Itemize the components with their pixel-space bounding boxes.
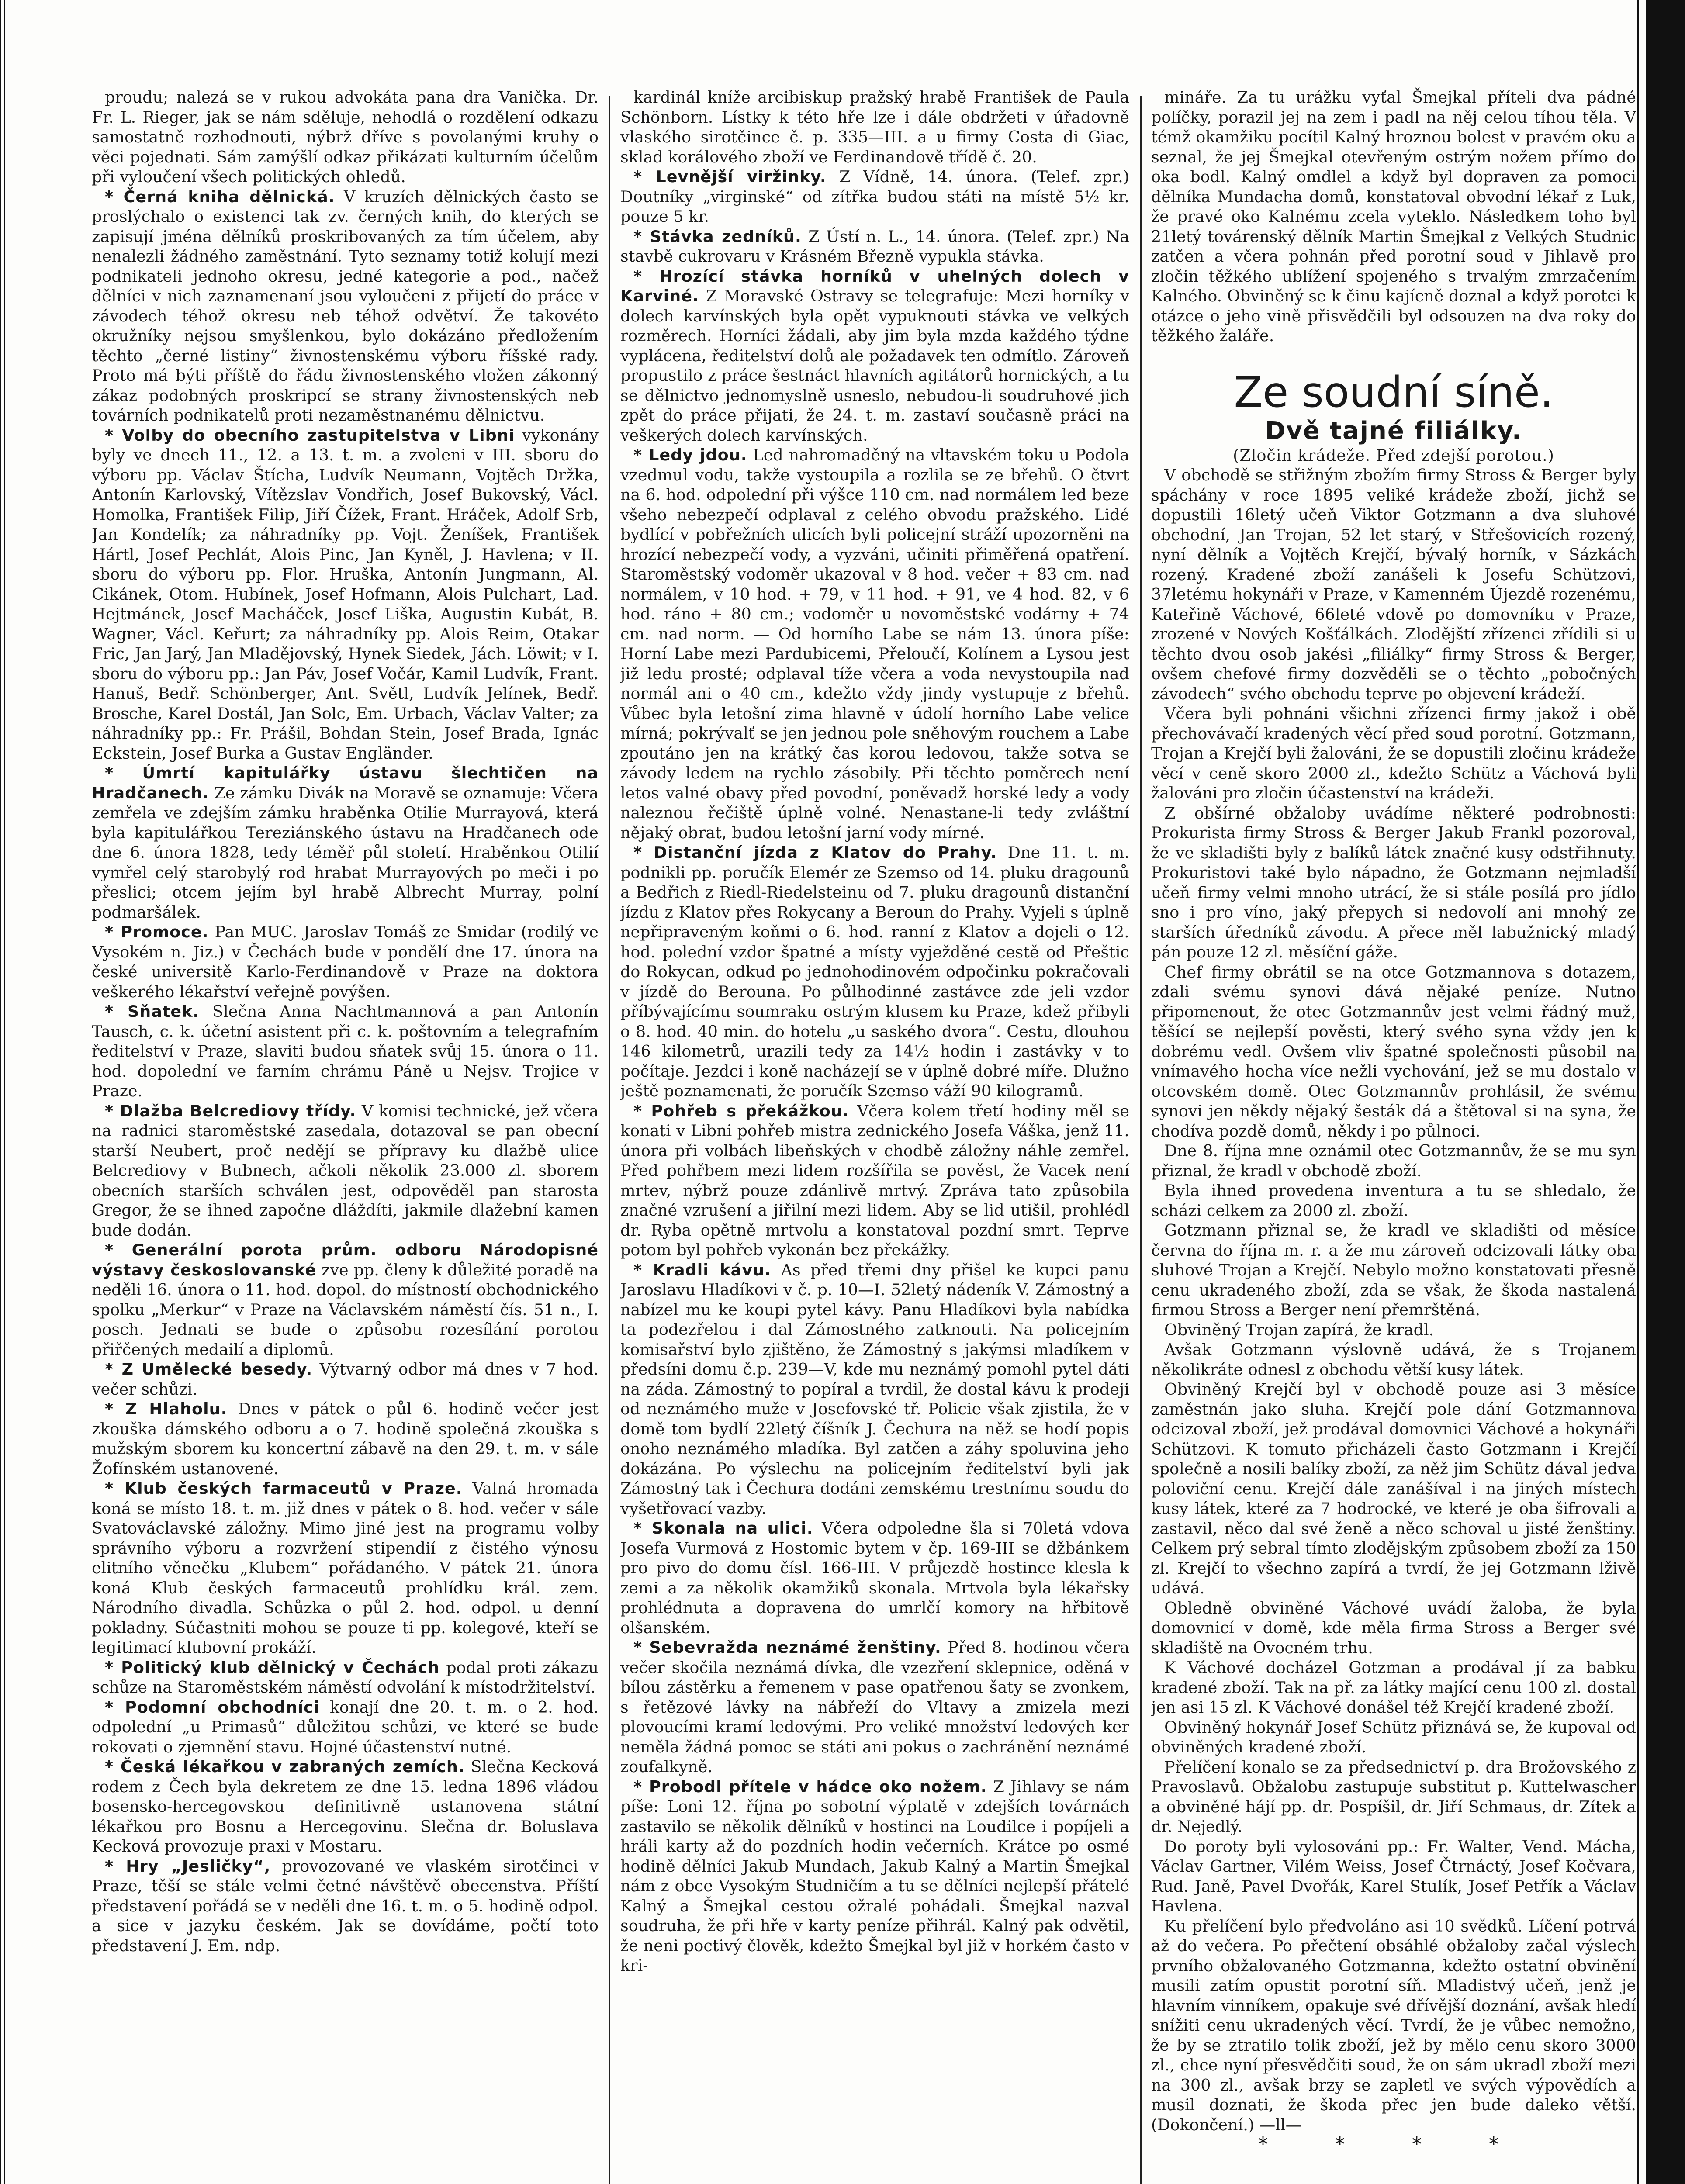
news-headline: * Generální porota prům. odboru Národopisné výstavy českoslovanské — [92, 1241, 599, 1279]
news-body: Obviněný Krejčí byl v obchodě pouze asi 3 měsíce zaměstnán jako sluha. Krejčí pole dání Gotzmannova odcizoval zboží, jež prodával domovnici Váchové a hokynáři Schützovi. K tomuto přicházeli často Gotzmann i Krejčí společně a nosili balíky zboží, za něž jim Schütz dával jedva poloviční cenu. Krejčí dále zanášíval i na jiných místech kusy látek, které za 7 hodrocké, ve které je oba šifrovali a zastavil, něco dal své ženě a něco schoval u jisté ženštiny. Celkem prý sebral tímto zlodějským způsobem zboží za 150 zl. Krejčí to všechno zapírá a tvrdí, že jej Gotzmann lživě udává. — [1151, 1380, 1636, 1597]
news-paragraph — [1151, 1220, 1636, 1320]
news-paragraph — [92, 1359, 599, 1399]
news-body: Včera kolem třetí hodiny měl se konati v Libni pohřeb mistra zednického Josefa Váška, jenž 11. února při volbách libeňských v chodbě záložny náhle zemřel. Před pohřbem mezi lidem rozšířila se pověst, že Vacek není mrtev, nýbrž pouze zdánlivě mrtvý. Zpráva tato způsobila značné vzrušení a jiřilní mezi lidem. Aby se lid utišil, prohlédl dr. Ryba opětně mrtvolu a konstatoval pozdní smrt. Teprve potom byl pohřeb vykonán bez překážky. — [620, 1101, 1129, 1259]
news-paragraph — [1151, 1916, 1636, 2135]
column-2 — [620, 87, 1129, 2184]
news-headline: * Podomní obchodníci — [105, 1697, 320, 1717]
news-body: vykonány byly ve dnech 11., 12. a 13. t. m. a zvoleni v III. sboru do výboru pp. Václav Štícha, Ludvík Neumann, Vojtěch Držka, Antonín Karlovský, Vítězslav Vondřich, Josef Bukovský, Václ. Homolka, František Filip, Jiří Čížek, Frant. Hráček, Adolf Srb, Jan Kondelík; za náhradníky pp. Vojt. Ženíšek, František Hártl, Josef Pechlát, Alois Pinc, Jan Kyněl, J. Havlena; v II. sboru do výboru pp. Flor. Hruška, Antonín Jungmann, Al. Cikánek, Otom. Hubínek, Josef Hofmann, Alois Pulchart, Lad. Hejtmánek, Josef Macháček, Josef Liška, Augustin Kubát, B. Wagner, Václ. Keřurt; za náhradníky pp. Alois Reim, Otakar Fric, Jan Jarý, Jan Mladějovský, Hynek Siedek, Jách. Löwit; v I. sboru do výboru pp.: Jan Páv, Josef Vočár, Kamil Ludvík, Frant. Hanuš, Bedř. Schönberger, Ant. Světl, Ludvík Jelínek, Bedř. Brosche, Karel Dostál, Jan Solc, Em. Urbach, Václav Valter; za náhradníky pp.: Fr. Prášil, Bohdan Stein, Josef Brada, Ignác Eckstein, Josef Burka a Gustav Engländer. — [92, 425, 599, 763]
column-rule — [1140, 96, 1142, 2184]
news-paragraph — [92, 425, 599, 764]
news-headline: * Sebevražda neznámé ženštiny. — [633, 1638, 941, 1657]
news-body: Z Vídně, 14. února. (Telef. zpr.) Doutníky „virginské“ od zítřka budou státi na místě 5½ kr. pouze 5 kr. — [620, 167, 1129, 226]
news-body: Chef firmy obrátil se na otce Gotzmannova s dotazem, zdali svému synovi dává nějaké peníze. Nutno připomenout, že otec Gotzmannův jest velmi řádný muž, těšící se nejlepší pověsti, který svého syna vždy jen k dobrému vedl. Ovšem vliv špatné společnosti působil na vnímavého hocha více nežli vychování, jež se mu dostalo v otcovském domě. Otec Gotzmannův prohlásil, že svému synovi jen někdy nějaký šesták dá a štětoval si na syna, že chodíva pozdě domů, někdy i po půlnoci. — [1151, 962, 1636, 1140]
news-body: zve pp. členy k důležité poradě na neděli 16. února o 11. hod. dopol. do místností obchodnického spolku „Merkur“ v Praze na Václavském náměstí čís. 51 n., I. posch. Jednati se bude o způsobu rozesílání porotou přiřčených medailí a diplomů. — [92, 1260, 599, 1359]
news-body: Ze zámku Divák na Moravě se oznamuje: Včera zemřela ve zdejším zámku hraběnka Otilie Murrayová, která byla kapitulářkou Tereziánského ústavu na Hradčanech ode dne 6. února 1828, tedy téměř půl století. Hraběnkou Otilií vymřel celý starobylý rod hrabat Murrayových po meči i po přeslici; otcem jejím byl hrabě Albrecht Murray, polní podmaršálek. — [92, 783, 599, 922]
page-edge-left — [0, 0, 57, 2184]
news-paragraph — [1151, 1181, 1636, 1220]
news-body: Dne 8. října mne oznámil otec Gotzmannův, že se mu syn přiznal, že kradl v obchodě zboží. — [1151, 1141, 1636, 1180]
news-headline: * Z Umělecké besedy. — [105, 1360, 313, 1379]
news-body: Obviněný hokynář Josef Schütz přiznává se, že kupoval od obviněných kradené zboží. — [1151, 1717, 1636, 1756]
news-body: Ku přelíčení bylo předvoláno asi 10 svědků. Líčení potrvá až do večera. Po přečtení obsáhlé obžaloby začal výslech prvního obžalovaného Gotzmanna, kdežto ostatní obvinění musili zatím opustit porotní síň. Mladistvý učeň, jenž je hlavním vinníkem, opakuje své dřívější doznání, avšak hledí snížiti cenu ukradených věcí. Tvrdí, že je vůbec nemožno, že by se ztratilo tolik zboží, jež by mělo cenu skoro 3000 zl., chce nyní přesvědčiti soud, že on sám ukradl zboží mezi na 300 zl., avšak brzy se zapletl ve svých výpovědích a musil doznati, že škoda přec jen bude daleko větší. (Dokončení.) —ll— — [1151, 1916, 1636, 2134]
news-headline: * Probodl přítele v hádce oko nožem. — [633, 1777, 987, 1796]
news-paragraph — [620, 227, 1129, 266]
news-body: konají dne 20. t. m. o 2. hod. odpolední „u Primasů“ důležitou schůzi, ve které se bude rokovati o zjemnění stavu. Hojné účastenství nutné. — [92, 1697, 599, 1756]
news-headline: * Ledy jdou. — [633, 446, 747, 464]
news-body: V kruzích dělnických často se proslýchalo o existenci tak zv. černých knih, do kterých se zapisují jména dělníků proskribovaných za tím účelem, aby nenalezli žádného zaměstnání. Tyto seznamy totiž kolují mezi podnikateli jednoho okresu, jedné kategorie a pod., načež dělníci v nich zaznamenaní jsou vyloučeni z přijetí do práce v závodech téhož okresu neb téhož odvětví. Že takovéto okružníky nejsou smyšlenkou, bylo dokázáno předložením těchto „černé listiny“ živnostenskému výboru říšské rady. Proto má býti příště do řádu živnostenského vložen zákonný zákaz podobných proskripcí se strany živnostenských neb továrních podnikatelů proti nezaměstnanému dělnictvu. — [92, 187, 599, 425]
news-paragraph — [1151, 1717, 1636, 1757]
news-paragraph — [92, 187, 599, 425]
news-body: Byla ihned provedena inventura a tu se shledalo, že scházi celkem za 2000 zl. zboží. — [1151, 1181, 1636, 1220]
news-headline: * Distanční jízda z Klatov do Prahy. — [633, 843, 997, 862]
news-paragraph — [1151, 1379, 1636, 1598]
news-headline: * Kradli kávu. — [633, 1260, 771, 1279]
news-paragraph — [1151, 1658, 1636, 1717]
news-headline: * Skonala na ulici. — [633, 1519, 813, 1538]
news-body: Gotzmann přiznal se, že kradl ve skladišti od měsíce června do října m. r. a že mu zároveň odcizovali látky oba sluhové Trojan a Krejčí. Nebylo možno konstatovati přesně cenu ukradeného zboží, zda se však, že škoda nastalená firmou Stross a Berger není přemrštěná. — [1151, 1221, 1636, 1319]
news-paragraph — [1151, 962, 1636, 1141]
news-paragraph — [620, 167, 1129, 227]
news-body: As před třemi dny přišel ke kupci panu Jaroslavu Hladíkovi v č. p. 10—I. 52letý nádeník V. Zámostný a nabízel mu ke koupi pytel kávy. Panu Hladíkovi byla nabídka ta podezřelou i dal Zámostného zatknouti. Na policejním komisařství bylo zjištěno, že Zámostný s jakýmsi mladíkem v předsíni domu č.p. 239—V, kde mu neznámý pomohl pytel dáti na záda. Zámostný to popíral a tvrdil, že dostal kávu k prodeji od neznámého muže v Josefovské tř. Policie však zjistila, že v domě tom bydlí 22letý číšník J. Čechura na něž se hodí popis onoho neznámého mladíka. Byl zatčen a záhy spoluvina jeho dokázána. Po výslechu na policejním ředitelství byli jak Zámostný tak i Čechura dodáni zemskému trestnímu soudu do vyšetřovací vazby. — [620, 1260, 1129, 1518]
news-body: Z Ústí n. L., 14. února. (Telef. zpr.) Na stavbě cukrovaru v Krásném Březně vypukla stávka. — [620, 227, 1129, 266]
news-body: Před 8. hodinou včera večer skočila neznámá dívka, dle vzezření sklepnice, oděná v bílou zástěrku a řemenem v pase opatřenou šaty se zvonkem, s řetězové lávky na nábřeží do Vltavy a zmizela mezi plovoucími kramí ledovými. Pro veliké množství ledových ker neměla žádná pomoc se státi ani pokus o zachránění neznámé zoufalkyně. — [620, 1638, 1129, 1776]
news-paragraph — [92, 1697, 599, 1757]
news-headline: * Volby do obecního zastupitelstva v Libni — [105, 425, 515, 445]
news-body: Led nahromaděný na vltavském toku u Podola vzedmul vodu, takže vystoupila a rozlila se ze břehů. O čtvrt na 6. hod. odpolední při výšce 110 cm. nad normálem led beze všeho nebezpečí odplaval z celého obvodu pražského. Lidé bydlící v pobřežních ulicích byli policejní stráží upozorněni na hrozící nebezpečí vody, a vyzváni, učiniti přiměřená opatření. Staroměstský vodoměr ukazoval v 8 hod. večer + 83 cm. nad normálem, v 10 hod. + 79, v 11 hod. + 91, ve 4 hod. 82, v 6 hod. ráno + 80 cm.; vodoměr u novoměstské vodárny + 74 cm. nad norm. — Od horního Labe se nám 13. února píše: Horní Labe mezi Pardubicemi, Přeloučí, Kolínem a Lysou jest již ledu prosté; odplaval tíže včera a voda nevystoupila nad normál ani o 40 cm., kdežto vždy jindy vystupuje z břehů. Vůbec byla letošní zima hlavně v údolí horního Labe velice mírná; pokrývalť se jen jednou pole sněhovým rouchem a Labe zpoutáno jen na krátký čas korou ledovou, takže sotva se závody ledem na rychlo zásobily. Při těchto poměrech není letos valné obavy před povodní, poněvadž horské ledy a vody naleznou řečiště úplně volné. Nenastane-li tedy zvláštní nějaký obrat, budou letošní jarní vody mírné. — [620, 446, 1129, 842]
news-headline: * Česká lékařkou v zabraných zemích. — [105, 1757, 465, 1776]
column-3 — [1151, 87, 1636, 2184]
news-body: V obchodě se střižným zbožím firmy Stross & Berger byly spáchány v roce 1895 veliké krádeže zboží, jichž se dopustili 16letý učeň Viktor Gotzmann a dva sluhové obchodní, Jan Trojan, 52 let starý, v Střešovicích rozený, nyní dělník a Vojtěch Krejčí, bývalý horník, v Sázkách rozený. Kradené zboží zanášeli k Josefu Schützovi, 37letému hokynáři v Praze, v Kamenném Újezdě rozenému, Kateřině Váchové, 66leté vdově po domovníku v Praze, zrozené v Nových Košťálkách. Zlodějští zřízenci zřídili si u těchto dvou osob jakési „filiálky“ firmy Stross & Berger, ovšem chefové firmy dozvěděli se o těchto „pobočných závodech“ svého obchodu teprve po objevení krádeží. — [1151, 466, 1636, 703]
news-body: proudu; nalezá se v rukou advokáta pana dra Vanička. Dr. Fr. L. Rieger, jak se nám sděluje, nehodlá o rozdělení odkazu samostatně rozhodnouti, nýbrž dříve s povolanými kruhy o věci pojednati. Sám zamýšlí odkaz přikázati kulturním účelům při vyloučení všech politických ohledů. — [92, 88, 599, 186]
news-paragraph — [92, 1479, 599, 1658]
news-paragraph — [1151, 465, 1636, 704]
news-body: Do poroty byli vylosováni pp.: Fr. Walter, Vend. Mácha, Václav Gartner, Vilém Weiss, Josef Čtrnáctý, Josef Kočvara, Rud. Janě, Pavel Dvořák, Karel Stulík, Josef Petřík a Václav Havlena. — [1151, 1837, 1636, 1915]
news-body: mináře. Za tu urážku vyťal Šmejkal příteli dva pádné políčky, porazil jej na zem i padl na něj celou tíhou těla. V témž okamžiku pocítil Kalný hroznou bolest v pravém oku a seznal, že jej Šmejkal otevřeným ostrým nožem přímo do oka bodl. Kalný omdlel a když byl dopraven za pomoci dělníka Mundacha domů, konstatoval obvodní lékař z Luk, že pravé oko Kalnému zcela vyteklo. Následkem toho byl 21letý továrenský dělník Martin Šmejkal z Velkých Studnic zatčen a včera pohnán před porotní soud v Jihlavě pro zločin těžkého ublížení spojeného s trvalým zmrzačením Kalného. Obviněný se k činu kajícně doznal a když porotci k otázce o jeho vině přisvědčili byl odsouzen na dva roky do těžkého žaláře. — [1151, 88, 1636, 345]
news-paragraph — [620, 1638, 1129, 1777]
news-paragraph — [92, 1101, 599, 1241]
news-headline: * Sňatek. — [105, 1002, 200, 1021]
news-body: Dne 11. t. m. podnikli pp. poručík Elemér ze Szemso od 14. pluku dragounů a Bedřich z Riedl-Riedelsteinu od 7. pluku dragounů distanční jízdu z Klatov přes Rokycany a Beroun do Prahy. Vyjeli s úplně nepřipraveným koňmi o 6. hod. ranní z Klatov a dojeli o 12. hod. polední vzdor špatné a místy vyježděné cestě od Přeštic do Rokycan, odkud po jednohodinovém odpočinku pokračovali v jízdě do Berouna. Po půlhodinné zastávce zde jeli vzdor příbývajícímu soumraku ostrým klusem ku Praze, kdež přibyli o 8. hod. 40 min. do hotelu „u saského dvora“. Cestu, dlouhou 146 kilometrů, urazili tedy za 14½ hodin i zastávky v to počítaje. Jezdci i koně nacházejí se v úplně dobré míře. Dlužno ještě poznamenati, že poručík Szemso váží 90 kilogramů. — [620, 843, 1129, 1100]
news-paragraph — [1151, 704, 1636, 803]
news-paragraph — [92, 87, 599, 187]
news-headline: * Hry „Jesličky“, — [105, 1856, 271, 1876]
news-body: Včera odpoledne šla si 70letá vdova Josefa Vurmová z Hostomic bytem v čp. 169-III se džbánkem pro pivo do domu čísl. 166-III. V průjezdě hostince klesla k zemi a za několik okamžiků skonala. Mrtvola byla lékařsky prohlédnuta a dopravena do umrlčí komory na hřbitově olšanském. — [620, 1519, 1129, 1637]
news-headline: * Levnější viržinky. — [633, 167, 827, 186]
news-paragraph — [620, 1777, 1129, 1976]
news-body: Z obšírné obžaloby uvádíme některé podrobnosti: Prokurista firmy Stross & Berger Jakub Frankl pozoroval, že ve skladišti byly z balíků látek značné kusy odstřihnuty. Prokuristovi také bylo nápadno, že Gotzmann nejmladší učeň firmy velmi mnoho utrácí, že si stále posílá pro jídlo sno i pro víno, jaký přepych si nedovolí ani mnohý ze starších úředníků závodu. A přece měl labužnický mladý pán pouze 12 zl. měsíční gáže. — [1151, 803, 1636, 961]
news-paragraph — [92, 1002, 599, 1101]
news-headline: * Klub českých farmaceutů v Praze. — [105, 1479, 463, 1498]
news-paragraph — [92, 1757, 599, 1856]
news-headline: * Úmrtí kapitulářky ústavu šlechtičen na Hradčanech. — [92, 764, 599, 802]
news-body: kardinál kníže arcibiskup pražský hrabě František de Paula Schönborn. Lístky k této hře lze i dále obdržeti v úřadovně vlaského sirotčince č. p. 335—III. a u firmy Costa di Giac, sklad korálového zboží ve Ferdinandově třídě č. 20. — [620, 88, 1129, 166]
news-paragraph — [620, 1101, 1129, 1260]
column-1 — [92, 87, 599, 2184]
news-headline: * Černá kniha dělnická. — [105, 187, 335, 206]
news-paragraph — [1151, 1598, 1636, 1658]
newspaper-page — [66, 87, 1636, 2184]
news-body: Z Jihlavy se nám píše: Loni 12. října po sobotní výplatě v zdejších továrnách zastavilo se několik dělníků v hostinci na Loudilce i popíjeli a hráli karty až do pozdních hodin večerních. Krátce po osmé hodině dělníci Jakub Mundach, Jakub Kalný a Martin Šmejkal nám z obce Vysokým Studničím a tu se dělníci nejlepší přátelé Kalný a Šmejkal cestou ožralé pohádali. Šmejkal nazval soudruha, že při hře v karty peníze přihrál. Kalný pak odvětil, že neni poctivý člověk, kdežto Šmejkal byl již v horkém často v kri- — [620, 1777, 1129, 1975]
news-body: Avšak Gotzmann výslovně udává, že s Trojanem několikráte odnesl z obchodu větší kusy látek. — [1151, 1340, 1636, 1379]
news-body: Obviněný Trojan zapírá, že kradl. — [1164, 1320, 1434, 1339]
news-body: Valná hromada koná se místo 18. t. m. již dnes v pátek o 8. hod. večer v sále Svatováclavské záložny. Mimo jiné jest na programu volby správního výboru a rozvržení stipendií z čistého výnosu elitního věnečku „Klubem“ pořádaného. V pátek 21. února koná Klub českých farmaceutů prohlídku král. zem. Národního divadla. Schůzka o půl 2. hod. odpol. u denní pokladny. Súčastniti mohou se pouze ti pp. kolegové, kteří se legitimací klubovní prokáží. — [92, 1479, 599, 1657]
news-paragraph — [1151, 1340, 1636, 1379]
news-paragraph — [1151, 87, 1636, 346]
news-body: Slečna Kecková rodem z Čech byla dekretem ze dne 15. ledna 1896 vládou bosensko-hercegovskou definitivně ustanovena státní lékařkou pro Bosnu a Hercegovinu. Slečna dr. Boluslava Kecková provozuje praxi v Mostaru. — [92, 1757, 599, 1856]
news-paragraph — [92, 922, 599, 1002]
article-headline: Dvě tajné filiálky. — [1265, 416, 1522, 445]
news-paragraph — [1151, 803, 1636, 962]
news-paragraph — [1151, 1320, 1636, 1340]
news-paragraph — [620, 843, 1129, 1101]
end-ornament: * * * * — [1258, 2133, 1529, 2156]
news-body: Pan MUC. Jaroslav Tomáš ze Smidar (rodilý ve Vysokém n. Jiz.) v Čechách bude v pondělí dne 17. února na české universitě Karlo-Ferdinandově v Praze na doktora veškerého lékařství veřejně povýšen. — [92, 923, 599, 1001]
news-body: Slečna Anna Nachtmannová a pan Antonín Tausch, c. k. účetní asistent při c. k. poštovním a telegrafním ředitelství v Praze, slaviti budou sňatek svůj 15. února o 11. hod. dopolední ve farním chrámu Páně u Nejsv. Trojice v Praze. — [92, 1002, 599, 1100]
news-body: Obledně obviněné Váchové uvádí žaloba, že byla domovnicí v domě, kde měla firma Stross a Berger své skladiště na Ovocném trhu. — [1151, 1598, 1636, 1657]
news-paragraph — [92, 1856, 599, 1956]
news-body: Z Moravské Ostravy se telegrafuje: Mezi horníky v dolech karvínských byla opět vypuknouti stávka ve velkých rozměrech. Horníci žádali, aby jim byla mzda každého týdne vyplácena, ředitelství dolů ale požadavek ten odmítlo. Zároveň propustilo z práce šestnáct hlavních agitátorů hornických, a tu se dělnictvo jednomyslně usneslo, nebudou-li soudruhové jich zpět do práce přijati, že 24. t. m. zastaví současně práci na veškerých dolech karvínských. — [620, 287, 1129, 445]
article-subheading: (Zločin krádeže. Před zdejší porotou.) — [1233, 446, 1554, 465]
news-headline: * Stávka zedníků. — [633, 227, 802, 246]
news-headline: * Hrozící stávka horníků v uhelných dolech v Karviné. — [620, 266, 1129, 305]
news-body: V komisi technické, jež včera na radnici staroměstské zasedala, dotazoval se pan obecní starší Neubert, proč nedějí se přípravy ku dlažbě ulice Belcrediovy v Bubnech, ačkoli několik 23.000 zl. sborem obecních starších schválen jest, odpověděl pan starosta Gregor, že se ihned započne dláždíti, jakmile dlažební kamen bude dodán. — [92, 1101, 599, 1240]
news-headline: * Z Hlaholu. — [105, 1400, 228, 1418]
news-paragraph — [1151, 1757, 1636, 1837]
news-paragraph — [1151, 1141, 1636, 1181]
news-headline: * Dlažba Belcrediovy třídy. — [105, 1101, 356, 1120]
news-paragraph — [620, 1260, 1129, 1519]
news-headline: * Promoce. — [105, 923, 209, 941]
news-body: Včera byli pohnáni všichni zřízenci firmy jakož i obě přechovávačí kradených věcí před soud porotní. Gotzmann, Trojan a Krejčí byli žalováni, že se dopustili zločinu krádeže věcí v ceně skoro 2000 zl., kdežto Schütz a Váchová byli žalováni pro zločin účastenství na krádeži. — [1151, 704, 1636, 802]
news-paragraph — [1151, 1837, 1636, 1916]
news-paragraph — [92, 1658, 599, 1697]
column-rule — [609, 96, 610, 2184]
news-body: Dnes v pátek o půl 6. hodině večer jest zkouška dámského odboru a o 7. hodině společná zkouška s mužským sborem ku koncertní zábavě na den 29. t. m. v sále Žofínském ustanovené. — [92, 1400, 599, 1478]
news-headline: * Pohřeb s překážkou. — [633, 1101, 849, 1120]
news-body: podal proti zákazu schůze na Staroměstském náměstí odvolání k místodržitelství. — [92, 1658, 599, 1697]
news-paragraph — [92, 763, 599, 922]
news-paragraph — [620, 87, 1129, 167]
news-paragraph — [620, 445, 1129, 843]
news-paragraph — [620, 266, 1129, 446]
news-paragraph — [620, 1518, 1129, 1638]
news-body: Přelíčení konalo se za předsednictví p. dra Brožovského z Pravoslavů. Obžalobu zastupuje substitut p. Kuttelwascher a obviněné hájí pp. dr. Pospíšil, dr. Jiří Schmaus, dr. Zítek a dr. Nejedlý. — [1151, 1757, 1636, 1836]
news-body: provozované ve vlaském sirotčinci v Praze, těší se stále velmi četné návštěvě obecenstva. Příští představení pořádá se v neděli dne 16. t. m. o 5. hodině odpol. a sice v jazyku českém. Jak se dovídáme, počtí toto představení J. Em. ndp. — [92, 1856, 599, 1955]
news-body: K Váchové docházel Gotzman a prodával jí za babku kradené zboží. Tak na př. za látky mající cenu 100 zl. dostal jen asi 15 zl. K Váchové donášel též Krejčí kradené zboží. — [1151, 1658, 1636, 1717]
news-paragraph — [92, 1240, 599, 1359]
news-headline: * Politický klub dělnický v Čechách — [105, 1658, 440, 1677]
section-heading: Ze soudní síně. — [1234, 367, 1554, 417]
news-body: Výtvarný odbor má dnes v 7 hod. večer schůzi. — [92, 1360, 599, 1399]
news-paragraph — [92, 1399, 599, 1479]
